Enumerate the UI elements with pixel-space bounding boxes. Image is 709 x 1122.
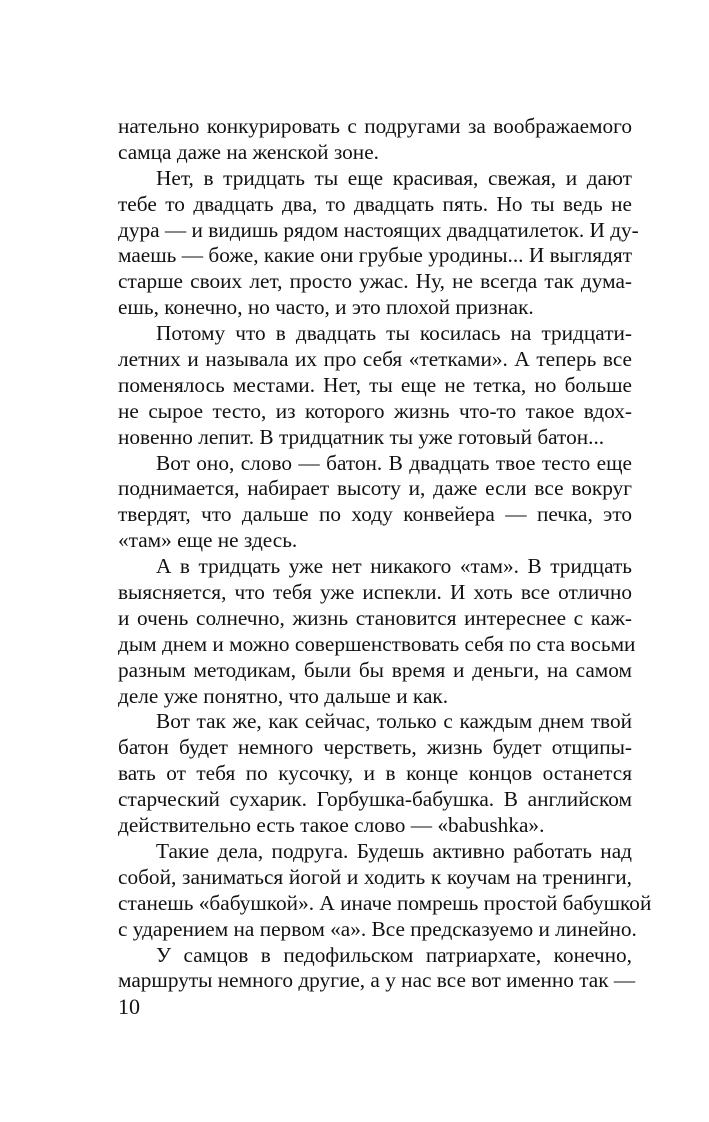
text-line: вать от тебя по кусочку, и в конце концов останется <box>118 761 632 786</box>
text-line: и очень солнечно, жизнь становится интереснее с каж- <box>118 605 632 630</box>
text-line: «там» еще не здесь. <box>118 528 298 553</box>
text-line: Вот оно, слово — батон. В двадцать твое тесто еще <box>156 450 632 475</box>
text-line: поднимается, набирает высоту и, даже если все вокруг <box>118 476 632 501</box>
text-line: Такие дела, подруга. Будешь активно работать над <box>156 838 632 863</box>
text-line: летних и называла их про себя «тетками». А теперь все <box>118 347 632 372</box>
text-line: маешь — боже, какие они грубые уродины... И выглядят <box>118 243 632 268</box>
text-line: не сырое тесто, из которого жизнь что-то такое вдох- <box>118 398 632 423</box>
text-line: тебе то двадцать два, то двадцать пять. Но ты ведь не <box>118 191 632 216</box>
text-line: выясняется, что тебя уже испекли. И хоть все отлично <box>118 580 632 605</box>
text-line: поменялось местами. Нет, ты еще не тетка, но больше <box>118 372 632 397</box>
text-line: новенно лепит. В тридцатник ты уже готовый батон... <box>118 424 605 449</box>
text-line: дура — и видишь рядом настоящих двадцатилеток. И ду- <box>118 217 639 242</box>
text-line: Потому что в двадцать ты косилась на тридцати- <box>156 321 632 346</box>
page-number: 10 <box>118 994 140 1019</box>
text-line: Нет, в тридцать ты еще красивая, свежая, и дают <box>156 165 632 190</box>
text-line: батон будет немного черстветь, жизнь будет отщипы- <box>118 735 632 760</box>
body-text <box>118 114 652 994</box>
text-line: собой, заниматься йогой и ходить к коучам на тренинги, <box>118 864 632 889</box>
text-line: разным методикам, были бы время и деньги, на самом <box>118 657 632 682</box>
text-line: нательно конкурировать с подругами за воображаемого <box>118 114 632 138</box>
text-line: деле уже понятно, что дальше и как. <box>118 683 449 708</box>
text-line: Вот так же, как сейчас, только с каждым днем твой <box>156 709 632 734</box>
text-line: У самцов в педофильском патриархате, конечно, <box>156 942 632 967</box>
text-line: старческий сухарик. Горбушка-бабушка. В английском <box>118 787 632 812</box>
text-line: твердят, что дальше по ходу конвейера — печка, это <box>118 502 632 527</box>
text-line: А в тридцать уже нет никакого «там». В тридцать <box>156 554 632 579</box>
text-line: самца даже на женской зоне. <box>118 139 379 164</box>
text-line: ешь, конечно, но часто, и это плохой признак. <box>118 295 534 320</box>
text-line: с ударением на первом «а». Все предсказуемо и линейно. <box>118 916 637 941</box>
text-line: станешь «бабушкой». А иначе помрешь простой бабушкой <box>118 890 652 915</box>
text-line: старше своих лет, просто ужас. Ну, не всегда так дума- <box>118 269 632 294</box>
text-line: действительно есть такое слово — «babushka». <box>118 813 545 838</box>
text-line: дым днем и можно совершенствовать себя по ста восьми <box>118 631 636 656</box>
text-line: маршруты немного другие, а у нас все вот именно так — <box>118 968 636 993</box>
